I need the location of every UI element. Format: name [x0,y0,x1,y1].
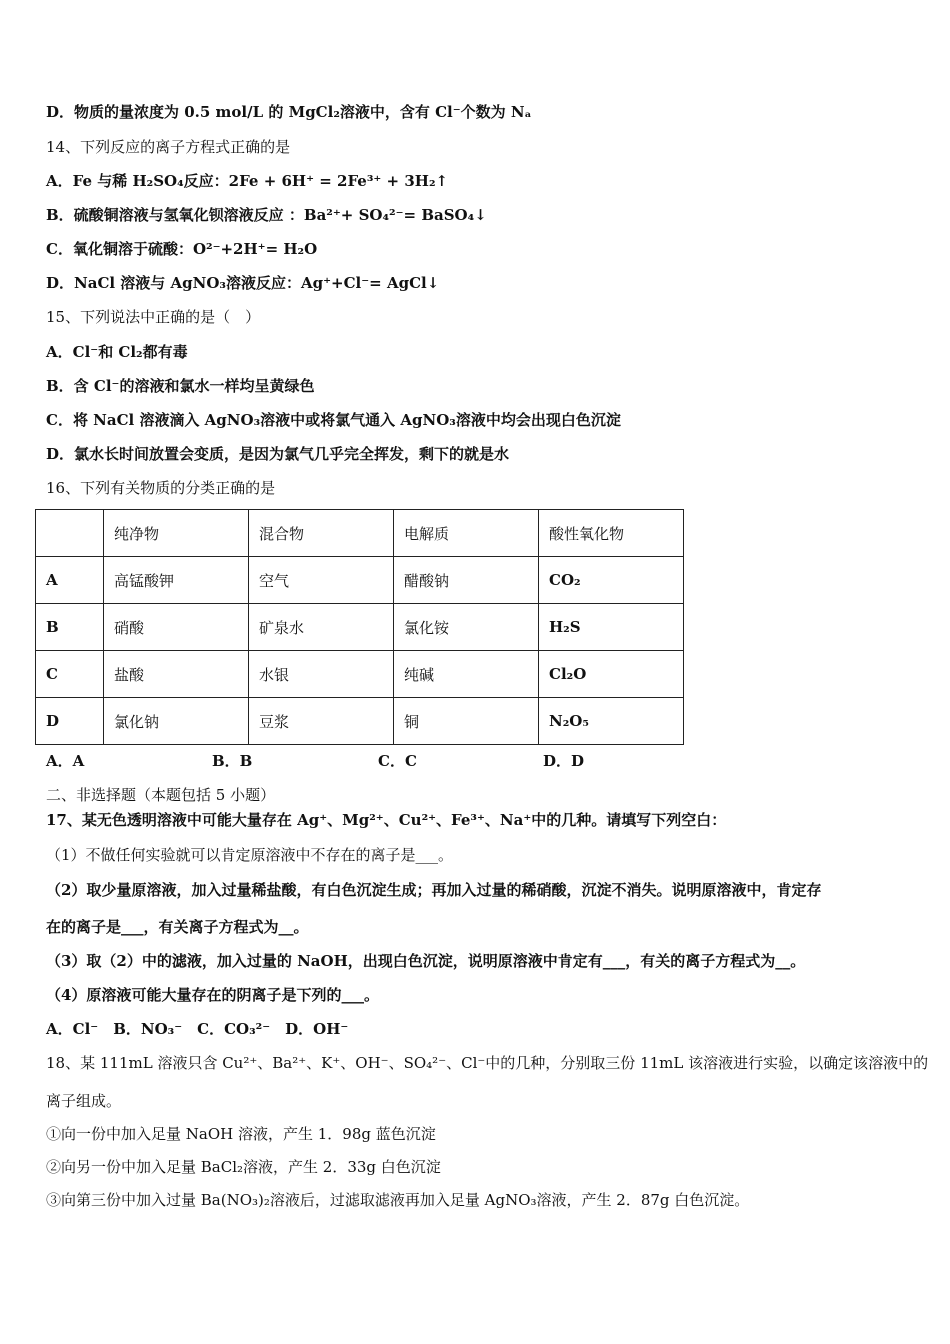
table-row [36,557,684,604]
table-cell: CO₂ [539,557,684,604]
table-cell: Cl₂O [539,651,684,698]
table-cell: 豆浆 [249,698,394,745]
table-row [36,651,684,698]
table-header-cell: 纯净物 [104,510,249,557]
table-cell: 铜 [394,698,539,745]
table-cell: 盐酸 [104,651,249,698]
q17-part-2-line-2: 在的离子是___，有关离子方程式为__。 [46,918,309,936]
q15-option-a: A．Cl⁻和 Cl₂都有毒 [46,343,188,361]
question-18-stem-line-1: 18、某 111mL 溶液只含 Cu²⁺、Ba²⁺、K⁺、OH⁻、SO₄²⁻、Cl⁻中的几种，分别取三份 11mL 该溶液进行实验，以确定该溶液中的 [46,1054,929,1072]
table-cell: 硝酸 [104,604,249,651]
table-header-row [36,510,684,557]
table-cell: 氯化铵 [394,604,539,651]
table-cell: 纯碱 [394,651,539,698]
table-cell: A [36,557,104,604]
section-2-heading: 二、非选择题（本题包括 5 小题） [46,786,276,804]
table-cell: 氯化钠 [104,698,249,745]
table-header-cell: 混合物 [249,510,394,557]
table-cell: B [36,604,104,651]
q14-option-d: D．NaCl 溶液与 AgNO₃溶液反应：Ag⁺+Cl⁻= AgCl↓ [46,274,440,292]
q17-part-4: （4）原溶液可能大量存在的阴离子是下列的___。 [46,986,379,1004]
q15-option-c: C．将 NaCl 溶液滴入 AgNO₃溶液中或将氯气通入 AgNO₃溶液中均会出现白色沉淀 [46,411,621,429]
q16-option-d: D．D [543,752,585,770]
table-row [36,604,684,651]
q18-step-1: ①向一份中加入足量 NaOH 溶液，产生 1．98g 蓝色沉淀 [46,1125,436,1143]
table-cell: C [36,651,104,698]
q18-step-3: ③向第三份中加入过量 Ba(NO₃)₂溶液后，过滤取滤液再加入足量 AgNO₃溶液，产生 2．87g 白色沉淀。 [46,1191,750,1209]
table-row [36,698,684,745]
q14-option-a: A．Fe 与稀 H₂SO₄反应：2Fe + 6H⁺ = 2Fe³⁺ + 3H₂↑ [46,172,449,190]
q15-option-b: B．含 Cl⁻的溶液和氯水一样均呈黄绿色 [46,377,315,395]
question-16-stem: 16、下列有关物质的分类正确的是 [46,479,276,497]
q17-part-1: （1）不做任何实验就可以肯定原溶液中不存在的离子是___。 [46,846,454,864]
table-header-cell: 酸性氧化物 [539,510,684,557]
classification-table [35,509,684,745]
question-15-stem: 15、下列说法中正确的是（ ） [46,308,261,326]
table-cell: 空气 [249,557,394,604]
q15-option-d: D．氯水长时间放置会变质，是因为氯气几乎完全挥发，剩下的就是水 [46,445,510,463]
table-cell: 醋酸钠 [394,557,539,604]
q17-part-3: （3）取（2）中的滤液，加入过量的 NaOH，出现白色沉淀，说明原溶液中肯定有___，有关的离子方程式为__。 [46,952,806,970]
table-cell: 矿泉水 [249,604,394,651]
q18-step-2: ②向另一份中加入足量 BaCl₂溶液，产生 2．33g 白色沉淀 [46,1158,441,1176]
q16-option-c: C．C [378,752,417,770]
table-cell: D [36,698,104,745]
table-cell: N₂O₅ [539,698,684,745]
q14-option-c: C．氧化铜溶于硫酸：O²⁻+2H⁺= H₂O [46,240,318,258]
q16-option-a: A．A [46,752,85,770]
table-cell: 水银 [249,651,394,698]
q16-option-b: B．B [212,752,253,770]
table-header-cell [36,510,104,557]
q14-option-b: B．硫酸铜溶液与氢氧化钡溶液反应 ：Ba²⁺+ SO₄²⁻= BaSO₄↓ [46,206,487,224]
question-18-stem-line-2: 离子组成。 [46,1092,122,1110]
question-17-stem: 17、某无色透明溶液中可能大量存在 Ag⁺、Mg²⁺、Cu²⁺、Fe³⁺、Na⁺中的几种。请填写下列空白： [46,811,727,829]
question-14-stem: 14、下列反应的离子方程式正确的是 [46,138,291,156]
q13-option-d: D．物质的量浓度为 0.5 mol/L 的 MgCl₂溶液中，含有 Cl⁻个数为 Nₐ [46,103,532,121]
table-header-cell: 电解质 [394,510,539,557]
q17-part-2-line-1: （2）取少量原溶液，加入过量稀盐酸，有白色沉淀生成；再加入过量的稀硝酸，沉淀不消失。说明原溶液中，肯定存 [46,881,822,899]
table-cell: H₂S [539,604,684,651]
q17-part-4-options: A．Cl⁻ B．NO₃⁻ C．CO₃²⁻ D．OH⁻ [46,1020,349,1038]
table-cell: 高锰酸钾 [104,557,249,604]
